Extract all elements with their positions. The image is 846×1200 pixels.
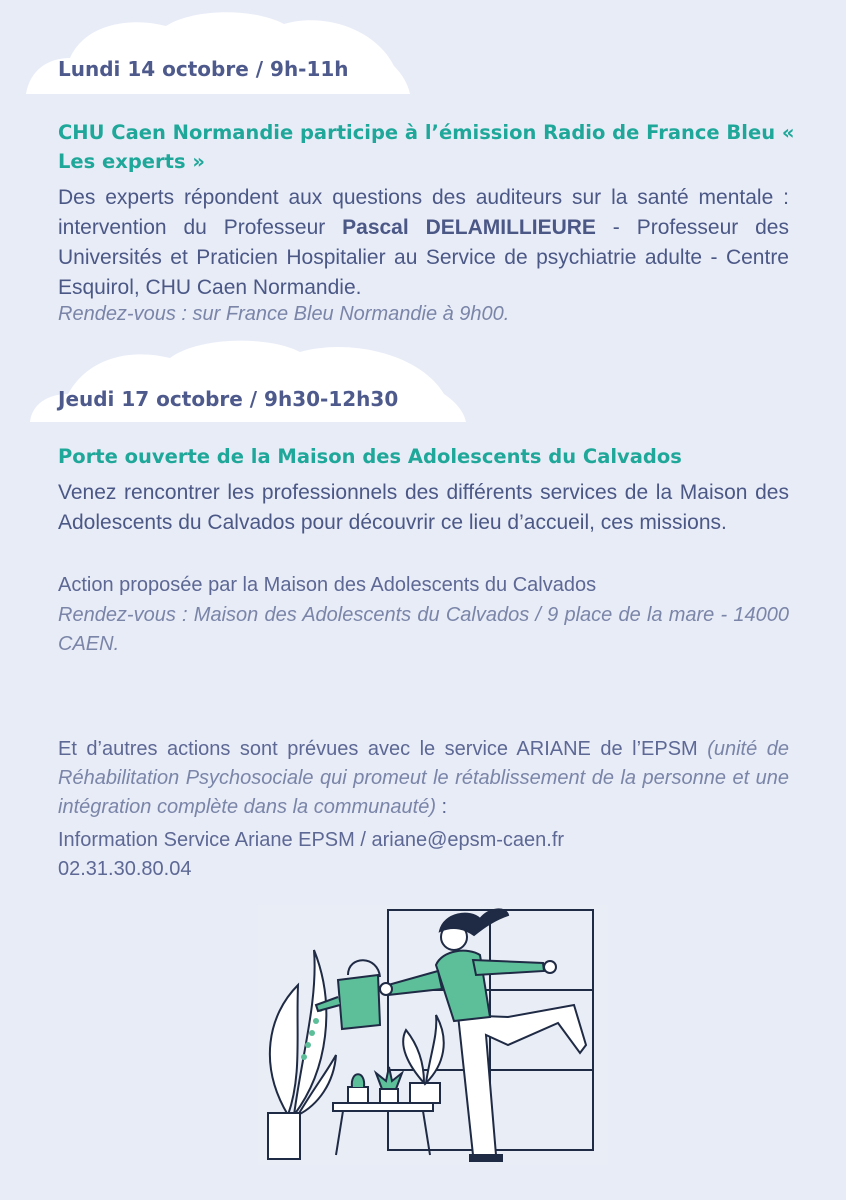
footer-intro	[58, 735, 789, 822]
event-title: CHU Caen Normandie participe à l’émission Radio de France Bleu « Les experts »	[58, 121, 795, 173]
phone-number: 02.31.30.80.04	[58, 858, 192, 880]
event-date: Jeudi 17 octobre / 9h30-12h30	[58, 387, 399, 411]
event-action: Action proposée par la Maison des Adolescents du Calvados	[58, 574, 597, 596]
footer-intro-italic: (unité de Réhabilitation Psychosociale qui promeut le rétablissement de la personne et une intégration complète dans la communauté)	[58, 738, 789, 818]
footer-intro-end: :	[436, 796, 448, 818]
footer-contact	[58, 826, 789, 884]
event-description: Venez rencontrer les professionnels des différents services de la Maison des Adolescents du Calvados pour découvrir ce lieu d’accueil, ces missions.	[58, 481, 789, 534]
description-text: - Professeur des Universités et Praticien Hospitalier au Service de psychiatrie adulte - Centre Esquirol, CHU Caen Normandie.	[58, 216, 789, 299]
event-rendezvous: Rendez-vous : Maison des Adolescents du Calvados / 9 place de la mare - 14000 CAEN.	[58, 604, 789, 655]
speaker-name: Pascal DELAMILLIEURE	[342, 216, 596, 239]
footer-intro-text: Et d’autres actions sont prévues avec le service ARIANE de l’EPSM	[58, 738, 698, 760]
contact-line: Information Service Ariane EPSM / ariane@epsm-caen.fr	[58, 829, 565, 851]
event-title: Porte ouverte de la Maison des Adolescents du Calvados	[58, 445, 682, 468]
date-cloud-decoration	[26, 12, 410, 94]
description-text: Des experts répondent aux questions des auditeurs sur la santé mentale : intervention du Professeur	[58, 186, 789, 239]
event-rendezvous: Rendez-vous : sur France Bleu Normandie à 9h00.	[58, 303, 510, 325]
event-description	[58, 183, 789, 303]
event-date: Lundi 14 octobre / 9h-11h	[58, 57, 349, 81]
woman-watering-plants-illustration	[258, 905, 608, 1165]
